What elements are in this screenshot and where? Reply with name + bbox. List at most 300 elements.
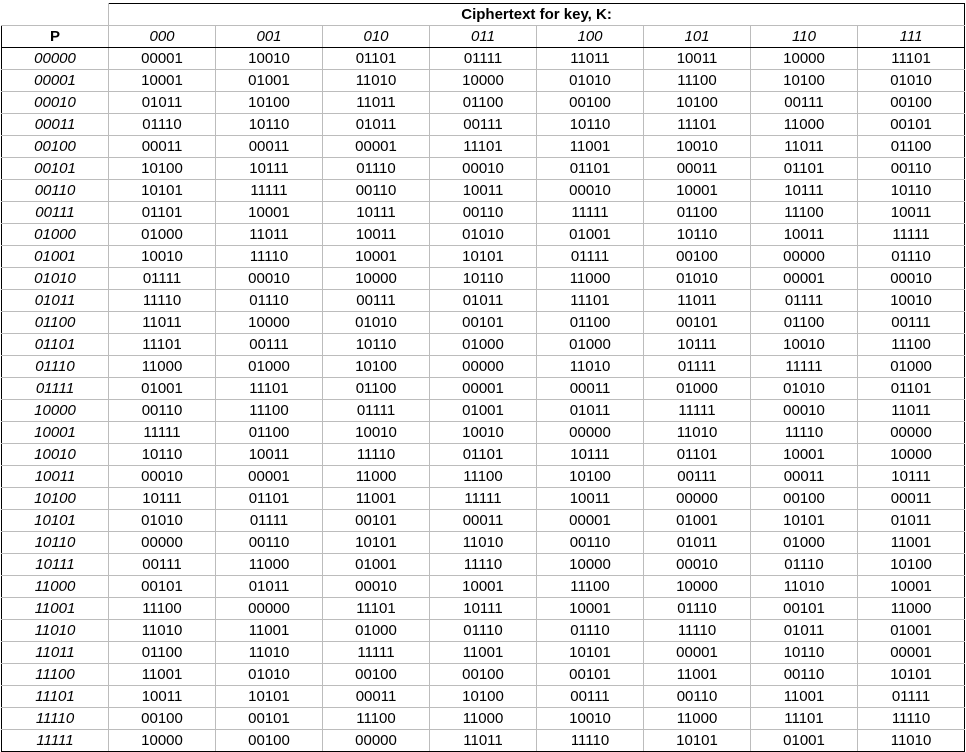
ciphertext-cell: 01010 bbox=[323, 312, 430, 334]
p-header: P bbox=[2, 26, 109, 48]
ciphertext-cell: 10011 bbox=[109, 686, 216, 708]
ciphertext-cell: 01010 bbox=[537, 70, 644, 92]
plaintext-cell: 00011 bbox=[2, 114, 109, 136]
ciphertext-cell: 10111 bbox=[644, 334, 751, 356]
plaintext-cell: 10010 bbox=[2, 444, 109, 466]
ciphertext-cell: 01001 bbox=[109, 378, 216, 400]
ciphertext-cell: 10000 bbox=[537, 554, 644, 576]
ciphertext-cell: 01001 bbox=[323, 554, 430, 576]
plaintext-cell: 11011 bbox=[2, 642, 109, 664]
ciphertext-cell: 01000 bbox=[109, 224, 216, 246]
ciphertext-cell: 01001 bbox=[430, 400, 537, 422]
ciphertext-cell: 01011 bbox=[430, 290, 537, 312]
ciphertext-cell: 01110 bbox=[644, 598, 751, 620]
ciphertext-cell: 00010 bbox=[858, 268, 965, 290]
ciphertext-cell: 00011 bbox=[858, 488, 965, 510]
ciphertext-cell: 11111 bbox=[216, 180, 323, 202]
ciphertext-cell: 00010 bbox=[537, 180, 644, 202]
ciphertext-cell: 10010 bbox=[430, 422, 537, 444]
ciphertext-cell: 10110 bbox=[109, 444, 216, 466]
ciphertext-cell: 01101 bbox=[644, 444, 751, 466]
ciphertext-cell: 00010 bbox=[644, 554, 751, 576]
table-title: Ciphertext for key, K: bbox=[109, 4, 965, 26]
plaintext-cell: 00101 bbox=[2, 158, 109, 180]
plaintext-cell: 11111 bbox=[2, 730, 109, 752]
key-header: 001 bbox=[216, 26, 323, 48]
ciphertext-cell: 00101 bbox=[858, 114, 965, 136]
ciphertext-cell: 11110 bbox=[644, 620, 751, 642]
ciphertext-cell: 10111 bbox=[109, 488, 216, 510]
ciphertext-cell: 00011 bbox=[109, 136, 216, 158]
ciphertext-cell: 01110 bbox=[109, 114, 216, 136]
ciphertext-cell: 00110 bbox=[216, 532, 323, 554]
plaintext-cell: 00001 bbox=[2, 70, 109, 92]
ciphertext-cell: 00110 bbox=[537, 532, 644, 554]
ciphertext-cell: 01111 bbox=[644, 356, 751, 378]
ciphertext-cell: 00111 bbox=[751, 92, 858, 114]
ciphertext-cell: 00010 bbox=[751, 400, 858, 422]
plaintext-cell: 01001 bbox=[2, 246, 109, 268]
ciphertext-cell: 10000 bbox=[323, 268, 430, 290]
table-row bbox=[2, 576, 965, 598]
plaintext-cell: 00010 bbox=[2, 92, 109, 114]
plaintext-cell: 10110 bbox=[2, 532, 109, 554]
ciphertext-cell: 11000 bbox=[323, 466, 430, 488]
ciphertext-cell: 11010 bbox=[644, 422, 751, 444]
plaintext-cell: 01011 bbox=[2, 290, 109, 312]
ciphertext-cell: 11110 bbox=[751, 422, 858, 444]
ciphertext-cell: 11100 bbox=[751, 202, 858, 224]
ciphertext-cell: 10110 bbox=[537, 114, 644, 136]
ciphertext-cell: 10000 bbox=[109, 730, 216, 752]
plaintext-cell: 00110 bbox=[2, 180, 109, 202]
header-row bbox=[2, 26, 965, 48]
ciphertext-cell: 10101 bbox=[537, 642, 644, 664]
ciphertext-cell: 10110 bbox=[323, 334, 430, 356]
ciphertext-cell: 11111 bbox=[644, 400, 751, 422]
ciphertext-cell: 00000 bbox=[216, 598, 323, 620]
ciphertext-cell: 01111 bbox=[537, 246, 644, 268]
plaintext-cell: 11100 bbox=[2, 664, 109, 686]
ciphertext-cell: 01111 bbox=[430, 48, 537, 70]
ciphertext-cell: 11111 bbox=[537, 202, 644, 224]
ciphertext-cell: 01000 bbox=[537, 334, 644, 356]
ciphertext-cell: 10110 bbox=[430, 268, 537, 290]
ciphertext-cell: 01111 bbox=[323, 400, 430, 422]
table-row bbox=[2, 532, 965, 554]
ciphertext-cell: 01101 bbox=[216, 488, 323, 510]
ciphertext-cell: 10100 bbox=[323, 356, 430, 378]
table-row bbox=[2, 202, 965, 224]
ciphertext-cell: 11001 bbox=[537, 136, 644, 158]
ciphertext-cell: 11100 bbox=[216, 400, 323, 422]
ciphertext-cell: 00100 bbox=[537, 92, 644, 114]
ciphertext-cell: 00111 bbox=[858, 312, 965, 334]
ciphertext-cell: 10101 bbox=[216, 686, 323, 708]
ciphertext-cell: 01011 bbox=[644, 532, 751, 554]
ciphertext-cell: 00100 bbox=[644, 246, 751, 268]
ciphertext-cell: 11100 bbox=[858, 334, 965, 356]
plaintext-cell: 01000 bbox=[2, 224, 109, 246]
table-row bbox=[2, 114, 965, 136]
ciphertext-cell: 11110 bbox=[216, 246, 323, 268]
ciphertext-cell: 01100 bbox=[216, 422, 323, 444]
ciphertext-cell: 00010 bbox=[216, 268, 323, 290]
table-row bbox=[2, 598, 965, 620]
ciphertext-cell: 10010 bbox=[537, 708, 644, 730]
ciphertext-cell: 10010 bbox=[858, 290, 965, 312]
ciphertext-cell: 11010 bbox=[751, 576, 858, 598]
ciphertext-cell: 00100 bbox=[858, 92, 965, 114]
plaintext-cell: 01110 bbox=[2, 356, 109, 378]
ciphertext-cell: 01000 bbox=[858, 356, 965, 378]
ciphertext-cell: 11000 bbox=[751, 114, 858, 136]
ciphertext-cell: 00001 bbox=[751, 268, 858, 290]
title-row bbox=[2, 4, 965, 26]
plaintext-cell: 10000 bbox=[2, 400, 109, 422]
ciphertext-cell: 01001 bbox=[751, 730, 858, 752]
ciphertext-cell: 01101 bbox=[109, 202, 216, 224]
ciphertext-cell: 00110 bbox=[323, 180, 430, 202]
table-row bbox=[2, 290, 965, 312]
ciphertext-cell: 00101 bbox=[323, 510, 430, 532]
plaintext-cell: 11110 bbox=[2, 708, 109, 730]
ciphertext-cell: 11011 bbox=[858, 400, 965, 422]
ciphertext-cell: 01111 bbox=[751, 290, 858, 312]
ciphertext-cell: 00000 bbox=[109, 532, 216, 554]
plaintext-cell: 01111 bbox=[2, 378, 109, 400]
ciphertext-cell: 10111 bbox=[216, 158, 323, 180]
ciphertext-cell: 01001 bbox=[858, 620, 965, 642]
ciphertext-cell: 01010 bbox=[751, 378, 858, 400]
table-row bbox=[2, 444, 965, 466]
corner-cell bbox=[2, 4, 109, 26]
ciphertext-cell: 01000 bbox=[751, 532, 858, 554]
ciphertext-cell: 11100 bbox=[537, 576, 644, 598]
ciphertext-cell: 00000 bbox=[323, 730, 430, 752]
ciphertext-cell: 01101 bbox=[751, 158, 858, 180]
ciphertext-cell: 01010 bbox=[430, 224, 537, 246]
ciphertext-cell: 00001 bbox=[644, 642, 751, 664]
ciphertext-cell: 10001 bbox=[751, 444, 858, 466]
ciphertext-cell: 01011 bbox=[751, 620, 858, 642]
ciphertext-cell: 01010 bbox=[644, 268, 751, 290]
ciphertext-cell: 10101 bbox=[109, 180, 216, 202]
key-header: 011 bbox=[430, 26, 537, 48]
ciphertext-cell: 00011 bbox=[430, 510, 537, 532]
ciphertext-cell: 01001 bbox=[644, 510, 751, 532]
ciphertext-cell: 00010 bbox=[323, 576, 430, 598]
table-row bbox=[2, 70, 965, 92]
ciphertext-cell: 01011 bbox=[323, 114, 430, 136]
ciphertext-cell: 10001 bbox=[323, 246, 430, 268]
ciphertext-cell: 00000 bbox=[537, 422, 644, 444]
ciphertext-cell: 11100 bbox=[323, 708, 430, 730]
ciphertext-cell: 10000 bbox=[751, 48, 858, 70]
cipher-table bbox=[1, 3, 965, 752]
ciphertext-cell: 01100 bbox=[109, 642, 216, 664]
ciphertext-cell: 11110 bbox=[858, 708, 965, 730]
ciphertext-cell: 01000 bbox=[430, 334, 537, 356]
ciphertext-cell: 11010 bbox=[109, 620, 216, 642]
ciphertext-cell: 10011 bbox=[751, 224, 858, 246]
ciphertext-cell: 11010 bbox=[323, 70, 430, 92]
ciphertext-cell: 11101 bbox=[858, 48, 965, 70]
ciphertext-cell: 11110 bbox=[323, 444, 430, 466]
ciphertext-cell: 00111 bbox=[644, 466, 751, 488]
table-row bbox=[2, 246, 965, 268]
ciphertext-cell: 00011 bbox=[323, 686, 430, 708]
ciphertext-cell: 10111 bbox=[323, 202, 430, 224]
ciphertext-cell: 00100 bbox=[751, 488, 858, 510]
ciphertext-cell: 11111 bbox=[858, 224, 965, 246]
ciphertext-cell: 11011 bbox=[751, 136, 858, 158]
ciphertext-cell: 10110 bbox=[644, 224, 751, 246]
ciphertext-cell: 10000 bbox=[644, 576, 751, 598]
plaintext-cell: 10111 bbox=[2, 554, 109, 576]
ciphertext-cell: 01010 bbox=[216, 664, 323, 686]
ciphertext-cell: 01111 bbox=[109, 268, 216, 290]
ciphertext-cell: 00100 bbox=[216, 730, 323, 752]
ciphertext-cell: 11000 bbox=[858, 598, 965, 620]
ciphertext-cell: 11001 bbox=[751, 686, 858, 708]
table-row bbox=[2, 708, 965, 730]
table-row bbox=[2, 136, 965, 158]
ciphertext-cell: 10100 bbox=[537, 466, 644, 488]
ciphertext-cell: 00000 bbox=[858, 422, 965, 444]
plaintext-cell: 10101 bbox=[2, 510, 109, 532]
ciphertext-cell: 10010 bbox=[109, 246, 216, 268]
ciphertext-cell: 00011 bbox=[216, 136, 323, 158]
ciphertext-cell: 11110 bbox=[430, 554, 537, 576]
plaintext-cell: 11001 bbox=[2, 598, 109, 620]
ciphertext-cell: 01101 bbox=[430, 444, 537, 466]
ciphertext-cell: 10111 bbox=[430, 598, 537, 620]
ciphertext-cell: 00100 bbox=[109, 708, 216, 730]
ciphertext-cell: 11111 bbox=[323, 642, 430, 664]
ciphertext-cell: 11001 bbox=[323, 488, 430, 510]
table-row bbox=[2, 642, 965, 664]
ciphertext-cell: 01010 bbox=[109, 510, 216, 532]
ciphertext-cell: 11110 bbox=[537, 730, 644, 752]
key-header: 111 bbox=[858, 26, 965, 48]
table-row bbox=[2, 268, 965, 290]
ciphertext-cell: 10100 bbox=[430, 686, 537, 708]
ciphertext-cell: 00100 bbox=[430, 664, 537, 686]
ciphertext-cell: 10010 bbox=[323, 422, 430, 444]
ciphertext-cell: 01101 bbox=[323, 48, 430, 70]
table-row bbox=[2, 92, 965, 114]
table-row bbox=[2, 356, 965, 378]
ciphertext-cell: 00101 bbox=[430, 312, 537, 334]
ciphertext-cell: 10101 bbox=[430, 246, 537, 268]
plaintext-cell: 01101 bbox=[2, 334, 109, 356]
ciphertext-cell: 11010 bbox=[858, 730, 965, 752]
ciphertext-cell: 10101 bbox=[858, 664, 965, 686]
ciphertext-cell: 01100 bbox=[751, 312, 858, 334]
ciphertext-cell: 00111 bbox=[109, 554, 216, 576]
table-row bbox=[2, 620, 965, 642]
ciphertext-cell: 01110 bbox=[537, 620, 644, 642]
ciphertext-cell: 11010 bbox=[537, 356, 644, 378]
ciphertext-cell: 00111 bbox=[216, 334, 323, 356]
ciphertext-cell: 01111 bbox=[858, 686, 965, 708]
ciphertext-cell: 00010 bbox=[109, 466, 216, 488]
ciphertext-cell: 00011 bbox=[644, 158, 751, 180]
ciphertext-cell: 11011 bbox=[216, 224, 323, 246]
ciphertext-cell: 00011 bbox=[751, 466, 858, 488]
ciphertext-cell: 11101 bbox=[430, 136, 537, 158]
ciphertext-cell: 00101 bbox=[751, 598, 858, 620]
table-row bbox=[2, 466, 965, 488]
ciphertext-cell: 00101 bbox=[537, 664, 644, 686]
ciphertext-cell: 01001 bbox=[537, 224, 644, 246]
ciphertext-cell: 10110 bbox=[751, 642, 858, 664]
table-row bbox=[2, 158, 965, 180]
ciphertext-cell: 00111 bbox=[537, 686, 644, 708]
ciphertext-cell: 10110 bbox=[858, 180, 965, 202]
ciphertext-cell: 01000 bbox=[323, 620, 430, 642]
ciphertext-cell: 10011 bbox=[644, 48, 751, 70]
ciphertext-cell: 01110 bbox=[858, 246, 965, 268]
plaintext-cell: 00100 bbox=[2, 136, 109, 158]
ciphertext-cell: 01011 bbox=[537, 400, 644, 422]
ciphertext-cell: 11011 bbox=[430, 730, 537, 752]
ciphertext-cell: 11101 bbox=[109, 334, 216, 356]
table-row bbox=[2, 48, 965, 70]
ciphertext-cell: 10111 bbox=[537, 444, 644, 466]
plaintext-cell: 11101 bbox=[2, 686, 109, 708]
ciphertext-cell: 10001 bbox=[216, 202, 323, 224]
ciphertext-cell: 11001 bbox=[216, 620, 323, 642]
ciphertext-cell: 10101 bbox=[323, 532, 430, 554]
ciphertext-cell: 00010 bbox=[430, 158, 537, 180]
ciphertext-cell: 01011 bbox=[109, 92, 216, 114]
ciphertext-cell: 10001 bbox=[430, 576, 537, 598]
ciphertext-cell: 00000 bbox=[644, 488, 751, 510]
ciphertext-cell: 11001 bbox=[430, 642, 537, 664]
ciphertext-cell: 00110 bbox=[109, 400, 216, 422]
ciphertext-cell: 01000 bbox=[216, 356, 323, 378]
ciphertext-cell: 10011 bbox=[430, 180, 537, 202]
plaintext-cell: 10100 bbox=[2, 488, 109, 510]
ciphertext-cell: 01000 bbox=[644, 378, 751, 400]
table-row bbox=[2, 334, 965, 356]
ciphertext-cell: 11111 bbox=[109, 422, 216, 444]
ciphertext-cell: 00111 bbox=[430, 114, 537, 136]
table-row bbox=[2, 180, 965, 202]
key-header: 101 bbox=[644, 26, 751, 48]
ciphertext-cell: 10110 bbox=[216, 114, 323, 136]
key-header: 110 bbox=[751, 26, 858, 48]
ciphertext-cell: 00101 bbox=[109, 576, 216, 598]
plaintext-cell: 00111 bbox=[2, 202, 109, 224]
ciphertext-cell: 11000 bbox=[216, 554, 323, 576]
ciphertext-cell: 10111 bbox=[858, 466, 965, 488]
ciphertext-cell: 10000 bbox=[430, 70, 537, 92]
table-row bbox=[2, 664, 965, 686]
ciphertext-cell: 11001 bbox=[858, 532, 965, 554]
ciphertext-cell: 11101 bbox=[537, 290, 644, 312]
table-row bbox=[2, 554, 965, 576]
ciphertext-cell: 10001 bbox=[109, 70, 216, 92]
ciphertext-cell: 11101 bbox=[216, 378, 323, 400]
ciphertext-cell: 10101 bbox=[644, 730, 751, 752]
ciphertext-cell: 01101 bbox=[537, 158, 644, 180]
key-header: 000 bbox=[109, 26, 216, 48]
ciphertext-cell: 01100 bbox=[323, 378, 430, 400]
ciphertext-cell: 00100 bbox=[323, 664, 430, 686]
ciphertext-cell: 11111 bbox=[430, 488, 537, 510]
ciphertext-cell: 10001 bbox=[537, 598, 644, 620]
ciphertext-cell: 01110 bbox=[216, 290, 323, 312]
ciphertext-cell: 00101 bbox=[216, 708, 323, 730]
ciphertext-cell: 00111 bbox=[323, 290, 430, 312]
ciphertext-cell: 11111 bbox=[751, 356, 858, 378]
ciphertext-cell: 00110 bbox=[430, 202, 537, 224]
ciphertext-cell: 01010 bbox=[858, 70, 965, 92]
plaintext-cell: 10001 bbox=[2, 422, 109, 444]
ciphertext-cell: 10000 bbox=[858, 444, 965, 466]
ciphertext-cell: 10011 bbox=[537, 488, 644, 510]
ciphertext-cell: 10100 bbox=[858, 554, 965, 576]
ciphertext-cell: 00110 bbox=[644, 686, 751, 708]
ciphertext-cell: 01111 bbox=[216, 510, 323, 532]
table-row bbox=[2, 312, 965, 334]
ciphertext-cell: 11101 bbox=[751, 708, 858, 730]
ciphertext-cell: 10100 bbox=[216, 92, 323, 114]
ciphertext-cell: 01001 bbox=[216, 70, 323, 92]
ciphertext-cell: 11100 bbox=[430, 466, 537, 488]
ciphertext-cell: 11011 bbox=[644, 290, 751, 312]
ciphertext-cell: 00110 bbox=[751, 664, 858, 686]
plaintext-cell: 00000 bbox=[2, 48, 109, 70]
ciphertext-cell: 10100 bbox=[644, 92, 751, 114]
table-row bbox=[2, 422, 965, 444]
table-row bbox=[2, 378, 965, 400]
ciphertext-cell: 10010 bbox=[644, 136, 751, 158]
ciphertext-cell: 11101 bbox=[323, 598, 430, 620]
ciphertext-cell: 10010 bbox=[751, 334, 858, 356]
table-row bbox=[2, 730, 965, 752]
ciphertext-cell: 00001 bbox=[858, 642, 965, 664]
ciphertext-cell: 10001 bbox=[858, 576, 965, 598]
ciphertext-cell: 00110 bbox=[858, 158, 965, 180]
ciphertext-cell: 01100 bbox=[644, 202, 751, 224]
ciphertext-cell: 10011 bbox=[323, 224, 430, 246]
ciphertext-cell: 01110 bbox=[430, 620, 537, 642]
ciphertext-cell: 00000 bbox=[430, 356, 537, 378]
key-header: 100 bbox=[537, 26, 644, 48]
ciphertext-cell: 10011 bbox=[216, 444, 323, 466]
ciphertext-cell: 00011 bbox=[537, 378, 644, 400]
ciphertext-cell: 00001 bbox=[216, 466, 323, 488]
ciphertext-cell: 00001 bbox=[109, 48, 216, 70]
table-row bbox=[2, 510, 965, 532]
ciphertext-cell: 11001 bbox=[109, 664, 216, 686]
ciphertext-cell: 10100 bbox=[751, 70, 858, 92]
ciphertext-cell: 11000 bbox=[644, 708, 751, 730]
ciphertext-cell: 00101 bbox=[644, 312, 751, 334]
ciphertext-cell: 01101 bbox=[858, 378, 965, 400]
ciphertext-cell: 11011 bbox=[537, 48, 644, 70]
table-row bbox=[2, 686, 965, 708]
ciphertext-cell: 00001 bbox=[537, 510, 644, 532]
ciphertext-cell: 10100 bbox=[109, 158, 216, 180]
ciphertext-cell: 11110 bbox=[109, 290, 216, 312]
ciphertext-cell: 11010 bbox=[430, 532, 537, 554]
ciphertext-cell: 00001 bbox=[430, 378, 537, 400]
